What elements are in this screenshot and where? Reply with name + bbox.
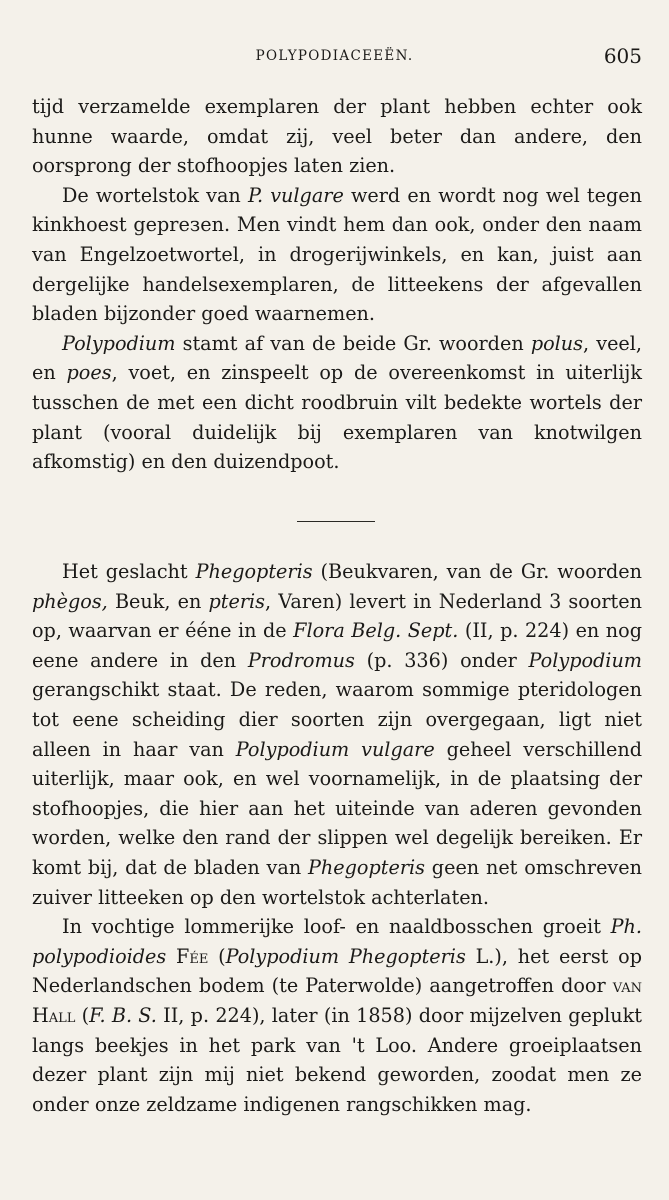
italic-run: Phegopteris — [308, 855, 425, 879]
paragraph — [32, 181, 642, 329]
italic-run: Polypodium Phegopteris — [225, 944, 466, 968]
text-run: ( — [208, 944, 226, 968]
paragraph — [32, 912, 642, 1119]
italic-run: pteris — [208, 589, 266, 613]
italic-run: F. B. S. — [89, 1003, 157, 1027]
italic-run: Prodromus — [247, 648, 355, 672]
text-run: Beuk, en — [107, 589, 209, 613]
italic-run: Polypodium — [62, 331, 176, 355]
text-run: , Varen) levert in Nederland 3 soorten op, waarvan er éénе in de — [32, 589, 642, 643]
text-run: (II, p. 224) en nog eene andere in den — [32, 619, 642, 672]
text-run: geheel verschillend uiterlijk, maar ook, en wel voornamelijk, in de plaatsing der stofhoopjes, die hier aan het uiteinde van aderen gevonden worden, welke den rand der slippen wel degelijk bereiken. Er komt bij, dat de bladen van — [32, 737, 642, 879]
italic-run: phègos, — [32, 589, 108, 613]
text-run — [166, 945, 176, 968]
italic-run: poes — [66, 361, 112, 385]
text-run: ( — [75, 1003, 90, 1027]
text-run: II, p. 224), later (in 1858) door mijzelven geplukt langs beekjes in het park van 't Loo. Andere groeiplaatsen dezer plant zijn mij niet bekend geworden, zoodat men ze onder onze zeldzame indigenen rangschikken mag. — [32, 1003, 642, 1116]
text-run: (p. 336) onder — [354, 648, 529, 672]
italic-run: Flora Belg. Sept. — [293, 619, 459, 643]
page-number: 605 — [603, 44, 642, 68]
text-block-top — [32, 92, 642, 477]
smallcaps-run: Fée — [176, 944, 209, 968]
page-header — [0, 44, 669, 74]
text-run: werd en wordt nog wel tegen kinkhoest gepreзen. Men vindt hem dan ook, onder den naam van Engelzoetwortel, in drogerijwinkels, en kan, juist aan dergelijke handelsexemplaren, de litteekens der afgevallen bladen bijzonder goed waarnemen. — [32, 183, 642, 326]
text-run: geen net omschreven zuiver litteeken op den wortelstok achterlaten. — [32, 855, 642, 909]
text-run: In vochtige lommerijke loof- en naaldbosschen groeit — [62, 915, 611, 939]
italic-run: Polypodium vulgare — [235, 737, 435, 761]
text-run: De wortelstok van — [62, 183, 248, 207]
text-run: , voet, en zinspeelt op de overeenkomst in uiterlijk tusschen de met een dicht roodbruin vilt bedekte wortels der plant (vooral duidelijk bij exemplaren van knotwilgen afkomstig) en den duizendpoot. — [32, 361, 643, 474]
section-divider — [297, 521, 375, 522]
paragraph — [32, 329, 642, 477]
text-run: stamt af van de beide Gr. woorden — [175, 331, 531, 355]
italic-run: polus — [530, 331, 583, 355]
italic-run: Ph. polypodioides — [32, 915, 642, 968]
text-run: gerangschikt staat. De reden, waarom sommige pteridologen tot eene scheiding dier soorten zijn overgegaan, ligt niet alleen in haar van — [32, 678, 642, 761]
text-run: L.), het eerst op Nederlandschen bodem (te Paterwolde) aangetroffen door — [32, 944, 642, 998]
text-run: (Beukvaren, van de Gr. woorden — [312, 560, 642, 583]
running-head: POLYPODIACEEËN. — [255, 48, 414, 64]
paragraph — [32, 557, 642, 912]
text-run: tijd verzamelde exemplaren der plant hebben echter ook hunne waarde, omdat zij, veel beter dan andere, den oorsprong der stofhoopjes laten zien. — [32, 95, 642, 178]
text-run: , veel, en — [32, 331, 643, 385]
smallcaps-run: van Hall — [32, 974, 642, 1027]
paragraph — [32, 92, 642, 181]
text-run: Het geslacht — [62, 560, 196, 583]
italic-run: P. vulgare — [247, 183, 344, 207]
italic-run: Polypodium — [528, 648, 642, 672]
text-block-bottom — [32, 557, 642, 1119]
italic-run: Phegopteris — [195, 560, 313, 583]
